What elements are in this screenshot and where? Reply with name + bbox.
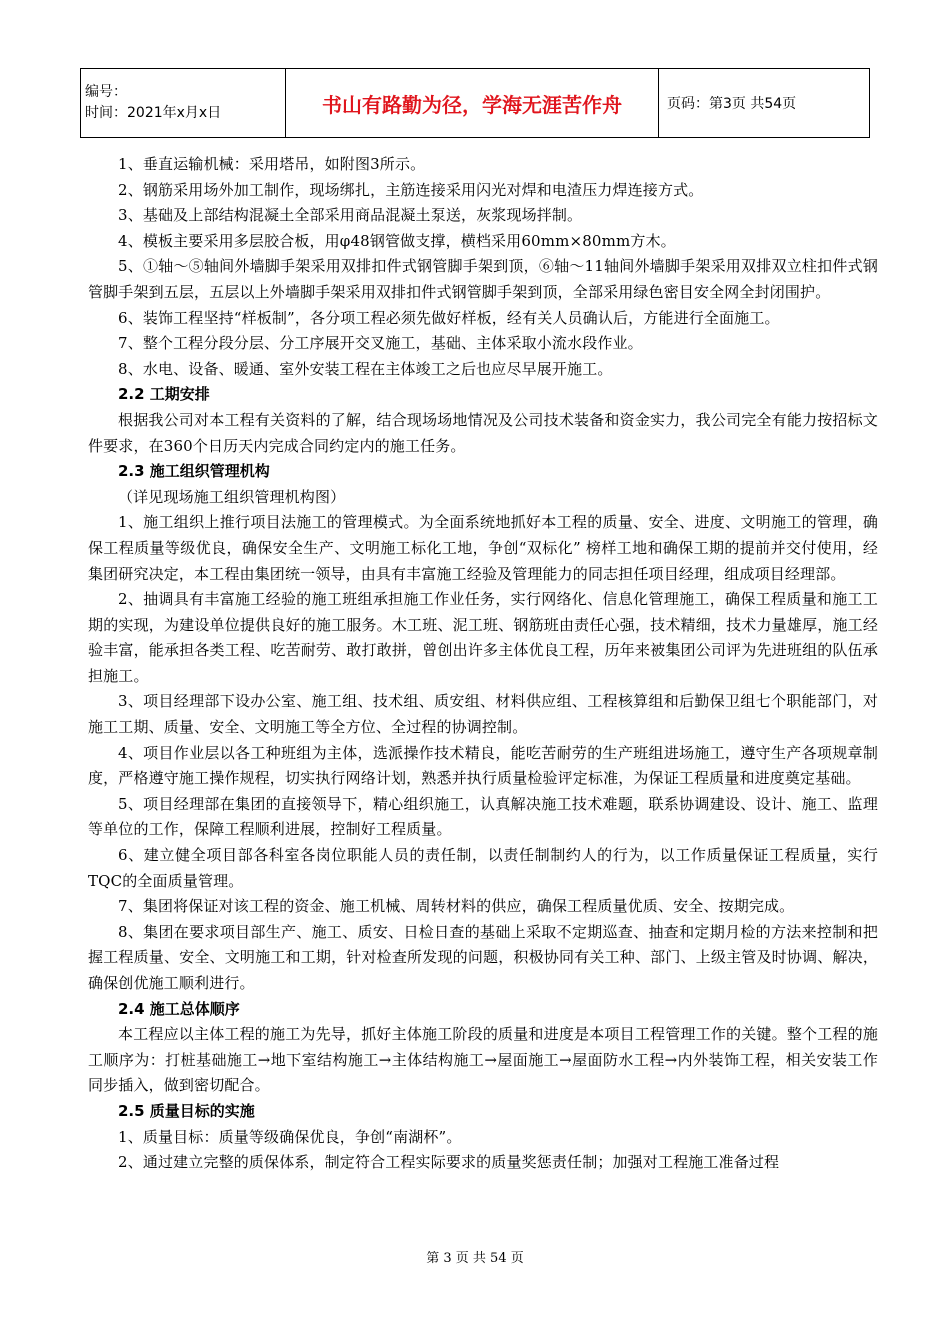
number-label: 编号： <box>85 84 127 100</box>
document-header <box>80 68 870 138</box>
body-paragraph: 本工程应以主体工程的施工为先导，抓好主体施工阶段的质量和进度是本项目工程管理工作的关键。整个工程的施工顺序为：打桩基础施工→地下室结构施工→主体结构施工→屋面施工→屋面防水工程→内外装饰工程，相关安装工作同步插入，做到密切配合。 <box>88 1025 878 1095</box>
header-page-code: 页码：第3页 共54页 <box>659 69 870 138</box>
body-paragraph: 3、项目经理部下设办公室、施工组、技术组、质安组、材料供应组、工程核算组和后勤保卫组七个职能部门，对施工工期、质量、安全、文明施工等全方位、全过程的协调控制。 <box>88 692 878 737</box>
section-heading: 2.2 工期安排 <box>118 385 210 404</box>
page-footer: 第 3 页 共 54 页 <box>426 1251 524 1266</box>
body-paragraph: 2、钢筋采用场外加工制作，现场绑扎，主筋连接采用闪光对焊和电渣压力焊连接方式。 <box>118 180 704 199</box>
body-paragraph: 根据我公司对本工程有关资料的了解，结合现场场地情况及公司技术装备和资金实力，我公司完全有能力按招标文件要求，在360个日历天内完成合同约定内的施工任务。 <box>88 410 878 455</box>
body-paragraph: 5、①轴～⑤轴间外墙脚手架采用双排扣件式钢管脚手架到顶，⑥轴～11轴间外墙脚手架采用双排双立柱扣件式钢管脚手架到五层，五层以上外墙脚手架采用双排扣件式钢管脚手架到顶，全部采用绿色密目安全网全封闭围护。 <box>88 257 878 301</box>
body-paragraph: 5、项目经理部在集团的直接领导下，精心组织施工，认真解决施工技术难题，联系协调建设、设计、施工、监理等单位的工作，保障工程顺利进展，控制好工程质量。 <box>88 794 878 839</box>
body-paragraph: 1、施工组织上推行项目法施工的管理模式。为全面系统地抓好本工程的质量、安全、进度、文明施工的管理，确保工程质量等级优良，确保安全生产、文明施工标化工地，争创“双标化” 榜样工地和确保工期的提前并交付使用，经集团研究决定，本工程由集团统一领导，由具有丰富施工经验及管理能力的同志担任项目经理，组成项目经理部。 <box>88 513 878 583</box>
header-meta-cell <box>81 69 286 138</box>
body-paragraph: （详见现场施工组织管理机构图） <box>118 487 346 506</box>
body-paragraph: 2、抽调具有丰富施工经验的施工班组承担施工作业任务，实行网络化、信息化管理施工，确保工程质量和施工工期的实现，为建设单位提供良好的施工服务。木工班、泥工班、钢筋班由责任心强，技术精细，技术力量雄厚，施工经验丰富，能承担各类工程、吃苦耐劳、敢打敢拼，曾创出许多主体优良工程，历年来被集团公司评为先进班组的队伍承担施工。 <box>88 590 878 685</box>
section-heading: 2.3 施工组织管理机构 <box>118 462 270 481</box>
header-motto: 书山有路勤为径，学海无涯苦作舟 <box>286 69 659 138</box>
body-paragraph: 3、基础及上部结构混凝土全部采用商品混凝土泵送，灰浆现场拌制。 <box>118 206 583 225</box>
section-heading: 2.4 施工总体顺序 <box>118 999 240 1018</box>
time-label: 时间：2021年x月x日 <box>85 105 222 121</box>
document-body <box>88 152 878 1176</box>
section-heading: 2.5 质量目标的实施 <box>118 1101 255 1120</box>
body-paragraph: 6、建立健全项目部各科室各岗位职能人员的责任制，以责任制制约人的行为，以工作质量保证工程质量，实行 TQC的全面质量管理。 <box>88 846 878 890</box>
body-paragraph: 2、通过建立完整的质保体系，制定符合工程实际要求的质量奖惩责任制；加强对工程施工准备过程 <box>118 1153 780 1172</box>
body-paragraph: 4、模板主要采用多层胶合板，用φ48钢管做支撑，横档采用60mm×80mm方木。 <box>118 231 676 250</box>
body-paragraph: 7、整个工程分段分层、分工序展开交叉施工，基础、主体采取小流水段作业。 <box>118 334 643 353</box>
body-paragraph: 1、垂直运输机械：采用塔吊，如附图3所示。 <box>118 155 426 173</box>
body-paragraph: 8、集团在要求项目部生产、施工、质安、日检日查的基础上采取不定期巡查、抽查和定期月检的方法来控制和把握工程质量、安全、文明施工和工期，针对检查所发现的问题，积极协同有关工种、部门、上级主管及时协调、解决，确保创优施工顺利进行。 <box>88 922 878 992</box>
body-paragraph: 4、项目作业层以各工种班组为主体，选派操作技术精良，能吃苦耐劳的生产班组进场施工，遵守生产各项规章制度，严格遵守施工操作规程，切实执行网络计划，熟悉并执行质量检验评定标准，为保证工程质量和进度奠定基础。 <box>88 743 878 788</box>
body-paragraph: 1、质量目标：质量等级确保优良，争创“南湖杯”。 <box>118 1127 462 1146</box>
body-paragraph: 7、集团将保证对该工程的资金、施工机械、周转材料的供应，确保工程质量优质、安全、按期完成。 <box>118 897 795 916</box>
body-paragraph: 6、装饰工程坚持“样板制”，各分项工程必须先做好样板，经有关人员确认后，方能进行全面施工。 <box>118 308 780 327</box>
body-paragraph: 8、水电、设备、暖通、室外安装工程在主体竣工之后也应尽早展开施工。 <box>118 359 613 378</box>
